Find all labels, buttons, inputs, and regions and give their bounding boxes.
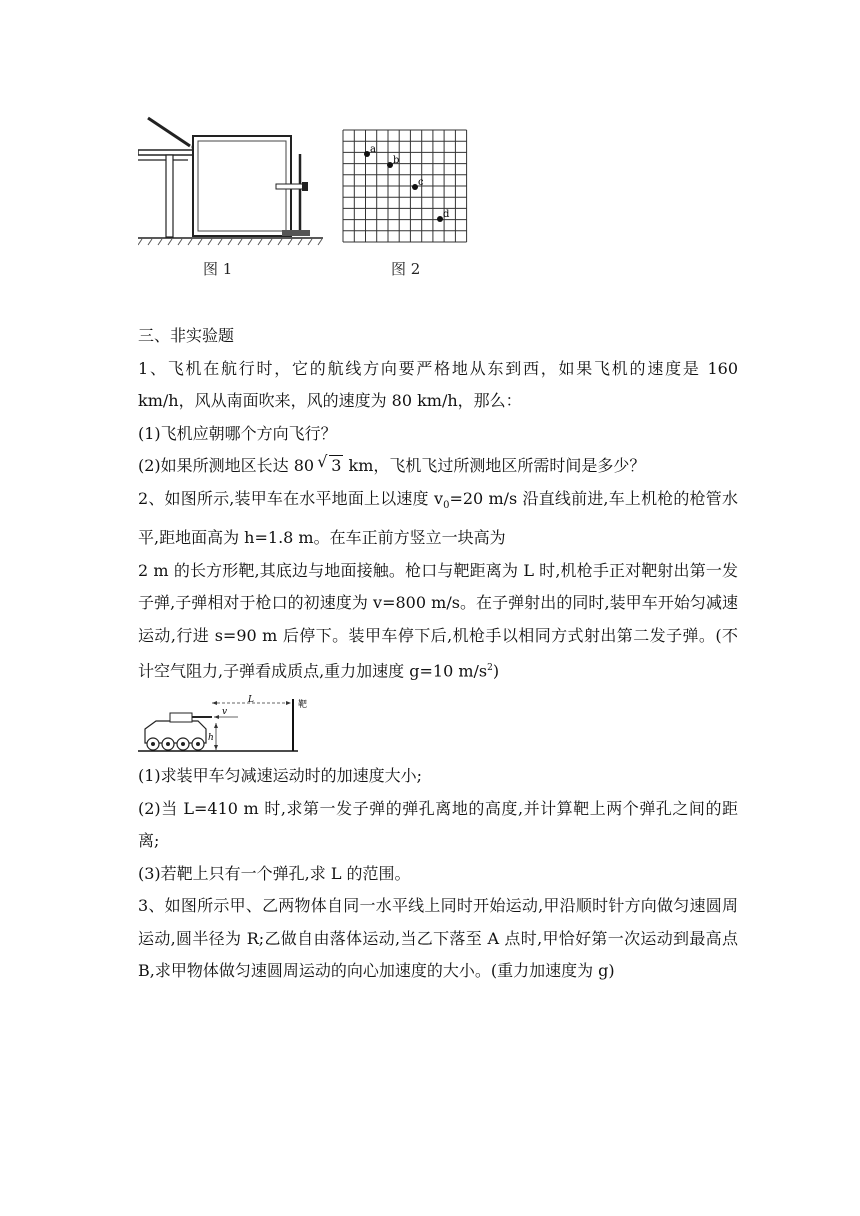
q2-sub3: (3)若靶上只有一个弹孔,求 L 的范围。 (138, 863, 411, 883)
q3-stem: 3、如图所示甲、乙两物体自同一水平线上同时开始运动,甲沿顺时针方向做匀速圆周运动,圆半径为 R;乙做自由落体运动,当乙下落至 A 点时,甲恰好第一次运动到最高点 B,求甲物体做匀速圆周运动的向心加速度的大小。(重力加速度为 g) (138, 896, 738, 980)
target-label: 靶 (298, 700, 308, 710)
figure-1-caption: 图 1 (203, 260, 233, 278)
length-label: L (248, 695, 254, 705)
height-label: h (208, 733, 214, 743)
velocity-label: v (222, 707, 228, 717)
point-b-label: b (393, 155, 400, 166)
point-c-label: c (418, 177, 424, 188)
sqrt-symbol: √ 3 (319, 450, 343, 483)
q2-stem-1: 2、如图所示,装甲车在水平地面上以速度 $v_0=20$ m/s 沿直线前进,车上机枪的枪管水平,距地面高为 h=1.8 m。在车正前方竖立一块高为 (138, 488, 738, 548)
q1-sub2: (2)如果所测地区长达 80 √ 3 km，飞机飞过所测地区所需时间是多少？ (138, 450, 738, 483)
q2-stem-2: 2 m 的长方形靶,其底边与地面接触。枪口与靶距离为 L 时,机枪手正对靶射出第一发子弹,子弹相对于枪口的初速度为 v=800 m/s。在子弹射出的同时,装甲车开始匀减速运动,行进 s=90 m 后停下。装甲车停下后,机枪手以相同方式射出第二发子弹。(不计空气阻力,子弹看成质点,重力加速度 g=10 $m/s^2$) (138, 560, 738, 681)
section-title: 三、非实验题 (138, 326, 235, 345)
q2-sub1: (1)求装甲车匀减速运动时的加速度大小; (138, 766, 423, 785)
point-d-label: d (443, 209, 450, 220)
armored-vehicle-diagram (138, 695, 318, 757)
questions-block (138, 320, 738, 688)
point-a-label: a (370, 144, 376, 155)
figure-1-diagram (138, 112, 328, 247)
figure-2-caption: 图 2 (391, 260, 421, 278)
q2-sub2: (2)当 L=410 m 时,求第一发子弹的弹孔离地的高度,并计算靶上两个弹孔之间的距离; (138, 798, 738, 850)
q1-sub1: (1)飞机应朝哪个方向飞行？ (138, 423, 337, 443)
figure-2-grid (342, 129, 468, 244)
questions-block-2 (138, 760, 738, 988)
q1-stem: 1、飞机在航行时，它的航线方向要严格地从东到西，如果飞机的速度是 160 km/h，风从南面吹来，风的速度为 80 km/h，那么： (138, 358, 738, 410)
